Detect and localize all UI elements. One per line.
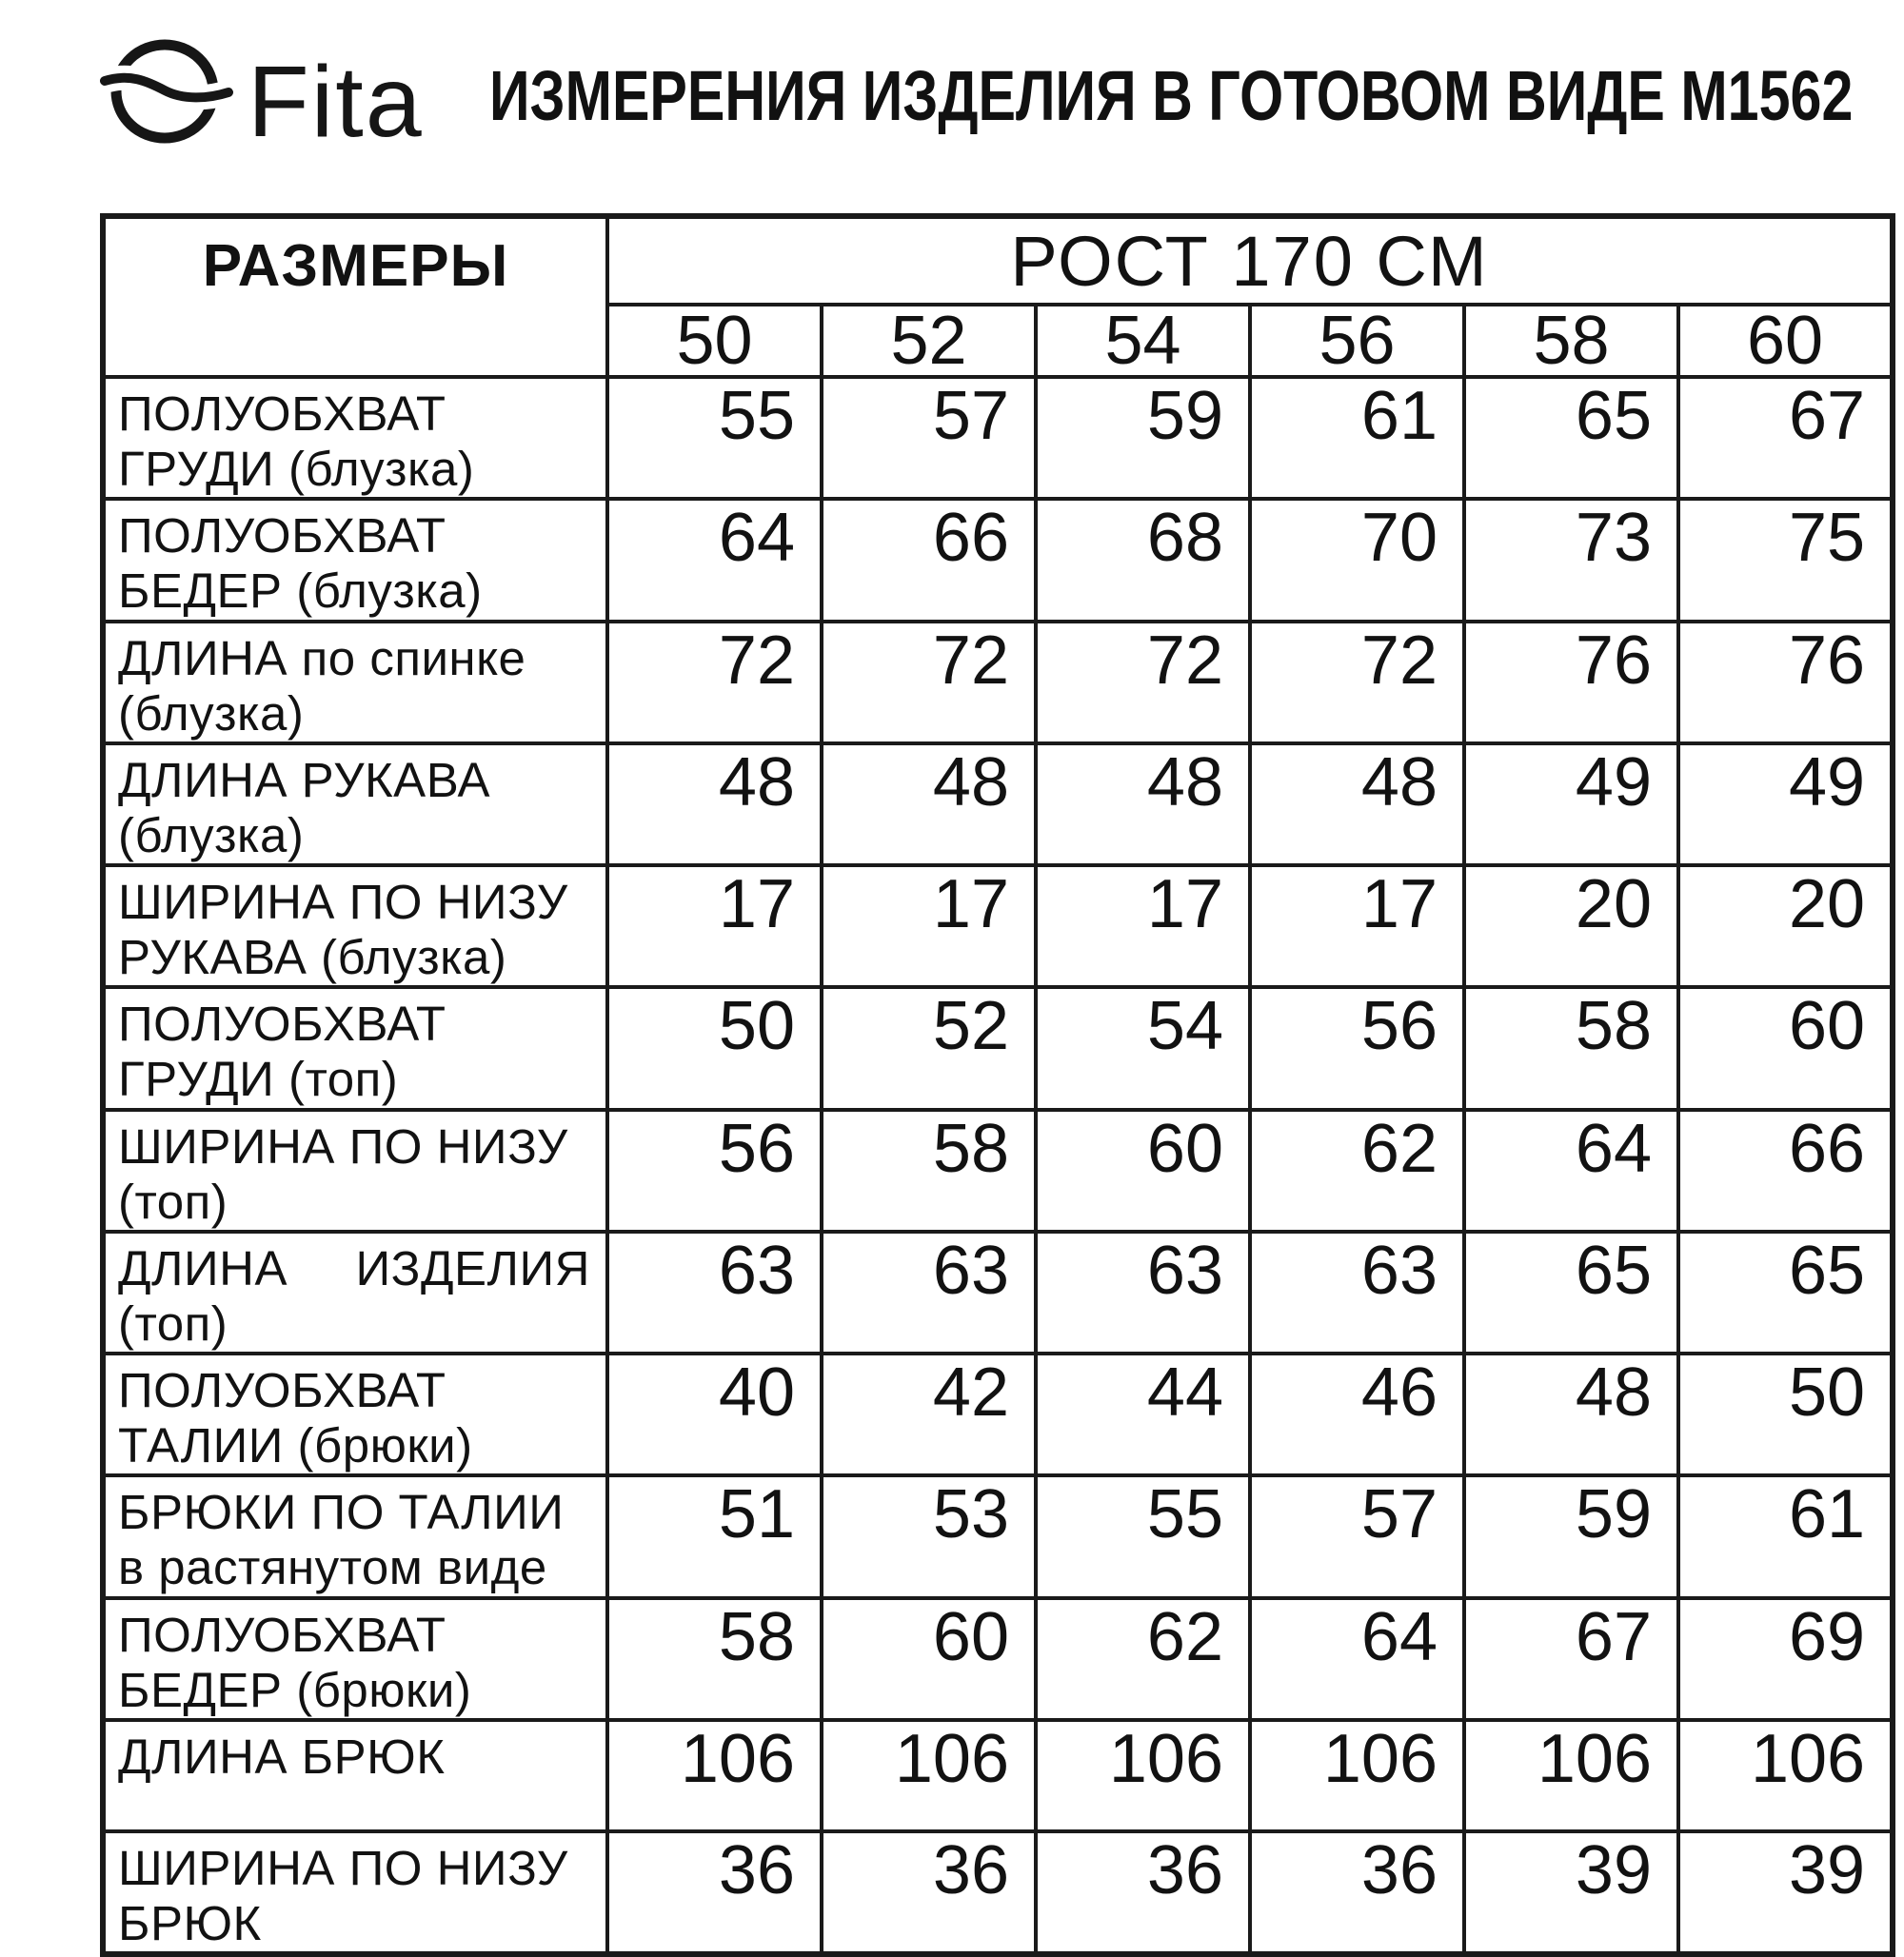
table-row bbox=[103, 743, 1893, 865]
measurement-value: 59 bbox=[1464, 1475, 1678, 1597]
measurement-value: 58 bbox=[822, 1110, 1036, 1232]
measurement-value: 48 bbox=[822, 743, 1036, 865]
measurement-value: 72 bbox=[607, 622, 822, 743]
row-label: БРЮКИ ПО ТАЛИИ в растянутом виде bbox=[103, 1475, 607, 1597]
measurement-value: 68 bbox=[1036, 499, 1250, 621]
measurement-value: 56 bbox=[1250, 987, 1464, 1109]
measurement-value: 36 bbox=[607, 1831, 822, 1954]
logo-text: Fita bbox=[248, 46, 424, 158]
measurement-value: 60 bbox=[1678, 987, 1893, 1109]
row-label: ПОЛУОБХВАТ БЕДЕР (блузка) bbox=[103, 499, 607, 621]
measurement-value: 17 bbox=[1036, 865, 1250, 987]
table-row bbox=[103, 1354, 1893, 1475]
table-row bbox=[103, 865, 1893, 987]
measurement-value: 67 bbox=[1464, 1598, 1678, 1720]
measurement-value: 48 bbox=[1250, 743, 1464, 865]
measurement-value: 20 bbox=[1678, 865, 1893, 987]
measurement-value: 17 bbox=[1250, 865, 1464, 987]
table-row bbox=[103, 1598, 1893, 1720]
measurement-value: 56 bbox=[607, 1110, 822, 1232]
corner-header-sizes: РАЗМЕРЫ bbox=[103, 216, 607, 377]
measurement-value: 46 bbox=[1250, 1354, 1464, 1475]
measurement-value: 49 bbox=[1678, 743, 1893, 865]
table-row bbox=[103, 622, 1893, 743]
measurement-value: 59 bbox=[1036, 377, 1250, 499]
measurement-value: 62 bbox=[1036, 1598, 1250, 1720]
size-column-header: 52 bbox=[822, 305, 1036, 377]
table-row bbox=[103, 377, 1893, 499]
row-label: ШИРИНА ПО НИЗУ РУКАВА (блузка) bbox=[103, 865, 607, 987]
measurement-value: 36 bbox=[1250, 1831, 1464, 1954]
measurement-value: 106 bbox=[607, 1720, 822, 1831]
measurement-value: 36 bbox=[822, 1831, 1036, 1954]
size-column-header: 58 bbox=[1464, 305, 1678, 377]
measurement-value: 75 bbox=[1678, 499, 1893, 621]
measurement-value: 42 bbox=[822, 1354, 1036, 1475]
measurement-value: 48 bbox=[1036, 743, 1250, 865]
brand-logo bbox=[88, 27, 430, 169]
measurement-value: 17 bbox=[607, 865, 822, 987]
measurement-value: 106 bbox=[1250, 1720, 1464, 1831]
height-group-header: РОСТ 170 СМ bbox=[607, 216, 1893, 305]
measurement-value: 72 bbox=[1036, 622, 1250, 743]
measurements-table bbox=[100, 213, 1895, 1957]
measurement-value: 63 bbox=[1250, 1232, 1464, 1354]
measurement-value: 76 bbox=[1678, 622, 1893, 743]
measurement-value: 65 bbox=[1464, 377, 1678, 499]
measurement-value: 72 bbox=[1250, 622, 1464, 743]
measurement-value: 58 bbox=[1464, 987, 1678, 1109]
row-label: ДЛИНА ИЗДЕЛИЯ (топ) bbox=[103, 1232, 607, 1354]
size-column-header: 54 bbox=[1036, 305, 1250, 377]
table-row bbox=[103, 1831, 1893, 1954]
measurement-value: 63 bbox=[607, 1232, 822, 1354]
measurement-value: 50 bbox=[607, 987, 822, 1109]
measurement-value: 44 bbox=[1036, 1354, 1250, 1475]
row-label: ПОЛУОБХВАТ БЕДЕР (брюки) bbox=[103, 1598, 607, 1720]
measurement-value: 17 bbox=[822, 865, 1036, 987]
measurement-value: 51 bbox=[607, 1475, 822, 1597]
measurement-value: 64 bbox=[607, 499, 822, 621]
page-header bbox=[0, 0, 1904, 179]
measurement-value: 73 bbox=[1464, 499, 1678, 621]
row-label: ПОЛУОБХВАТ ТАЛИИ (брюки) bbox=[103, 1354, 607, 1475]
measurement-value: 39 bbox=[1464, 1831, 1678, 1954]
ellipse-wave-logo-icon bbox=[88, 27, 430, 169]
measurement-value: 106 bbox=[822, 1720, 1036, 1831]
table-row bbox=[103, 987, 1893, 1109]
row-label: ДЛИНА по спинке (блузка) bbox=[103, 622, 607, 743]
measurement-value: 64 bbox=[1250, 1598, 1464, 1720]
measurement-value: 60 bbox=[822, 1598, 1036, 1720]
measurement-value: 57 bbox=[822, 377, 1036, 499]
table-row bbox=[103, 1720, 1893, 1831]
measurement-value: 76 bbox=[1464, 622, 1678, 743]
size-column-header: 60 bbox=[1678, 305, 1893, 377]
measurement-value: 66 bbox=[822, 499, 1036, 621]
measurement-value: 54 bbox=[1036, 987, 1250, 1109]
table-row bbox=[103, 1232, 1893, 1354]
measurement-value: 61 bbox=[1678, 1475, 1893, 1597]
measurement-value: 55 bbox=[607, 377, 822, 499]
row-label: ПОЛУОБХВАТ ГРУДИ (блузка) bbox=[103, 377, 607, 499]
group-header-row bbox=[103, 216, 1893, 305]
measurement-value: 57 bbox=[1250, 1475, 1464, 1597]
measurement-value: 67 bbox=[1678, 377, 1893, 499]
measurement-value: 36 bbox=[1036, 1831, 1250, 1954]
measurement-value: 48 bbox=[1464, 1354, 1678, 1475]
measurement-value: 106 bbox=[1678, 1720, 1893, 1831]
size-column-header: 50 bbox=[607, 305, 822, 377]
measurement-value: 65 bbox=[1464, 1232, 1678, 1354]
measurement-value: 63 bbox=[1036, 1232, 1250, 1354]
measurement-value: 65 bbox=[1678, 1232, 1893, 1354]
measurement-value: 70 bbox=[1250, 499, 1464, 621]
measurement-value: 62 bbox=[1250, 1110, 1464, 1232]
measurement-value: 20 bbox=[1464, 865, 1678, 987]
row-label: ДЛИНА РУКАВА (блузка) bbox=[103, 743, 607, 865]
measurement-value: 52 bbox=[822, 987, 1036, 1109]
measurement-value: 61 bbox=[1250, 377, 1464, 499]
measurement-value: 64 bbox=[1464, 1110, 1678, 1232]
measurement-value: 66 bbox=[1678, 1110, 1893, 1232]
measurement-value: 60 bbox=[1036, 1110, 1250, 1232]
measurement-value: 63 bbox=[822, 1232, 1036, 1354]
measurement-value: 106 bbox=[1036, 1720, 1250, 1831]
measurement-value: 72 bbox=[822, 622, 1036, 743]
measurement-value: 50 bbox=[1678, 1354, 1893, 1475]
measurement-value: 69 bbox=[1678, 1598, 1893, 1720]
measurement-value: 39 bbox=[1678, 1831, 1893, 1954]
size-column-header: 56 bbox=[1250, 305, 1464, 377]
measurement-value: 49 bbox=[1464, 743, 1678, 865]
measurement-value: 53 bbox=[822, 1475, 1036, 1597]
measurement-value: 106 bbox=[1464, 1720, 1678, 1831]
row-label: ШИРИНА ПО НИЗУ (топ) bbox=[103, 1110, 607, 1232]
table-row bbox=[103, 1475, 1893, 1597]
measurement-value: 40 bbox=[607, 1354, 822, 1475]
table-row bbox=[103, 499, 1893, 621]
row-label: ДЛИНА БРЮК bbox=[103, 1720, 607, 1831]
measurement-value: 48 bbox=[607, 743, 822, 865]
row-label: ПОЛУОБХВАТ ГРУДИ (топ) bbox=[103, 987, 607, 1109]
measurement-value: 58 bbox=[607, 1598, 822, 1720]
table-row bbox=[103, 1110, 1893, 1232]
measurements-body bbox=[103, 377, 1893, 1954]
measurement-value: 55 bbox=[1036, 1475, 1250, 1597]
page-title: ИЗМЕРЕНИЯ ИЗДЕЛИЯ В ГОТОВОМ ВИДЕ М1562 bbox=[489, 56, 1854, 135]
row-label: ШИРИНА ПО НИЗУ БРЮК bbox=[103, 1831, 607, 1954]
